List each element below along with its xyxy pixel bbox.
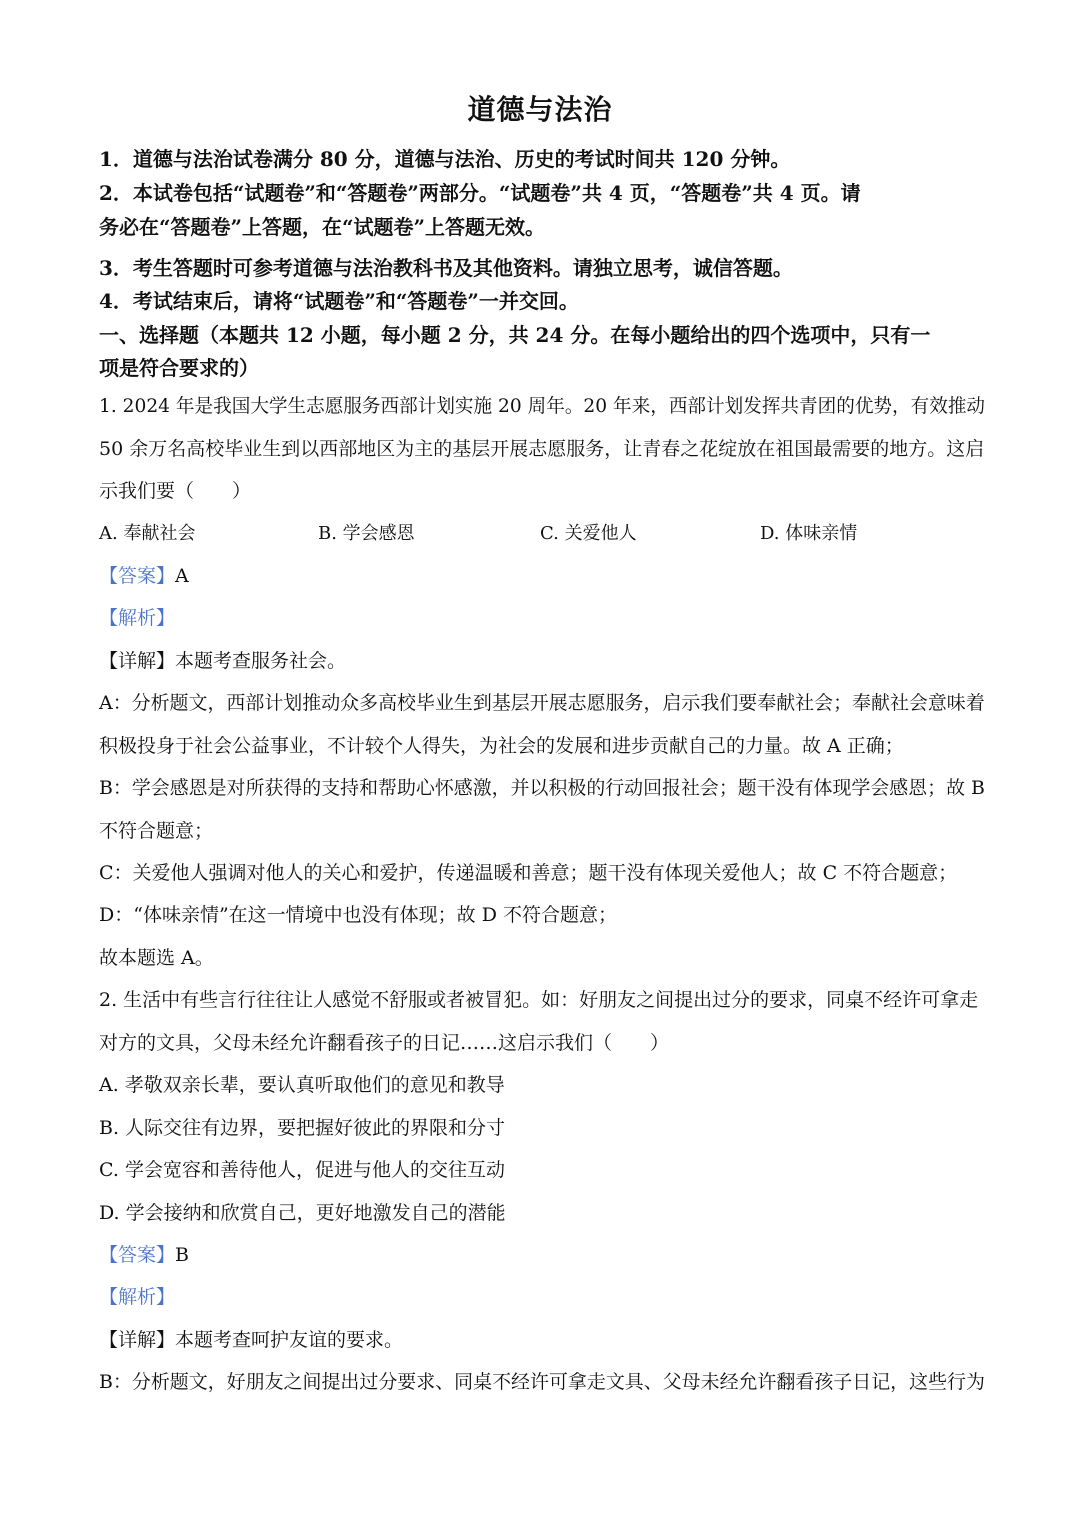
answer-value: B bbox=[175, 1244, 189, 1266]
section-heading: 一、选择题（本题共 12 小题，每小题 2 分，共 24 分。在每小题给出的四个选项中，只有一 bbox=[99, 323, 931, 347]
q1-detail-line: 【详解】本题考查服务社会。 bbox=[99, 650, 347, 672]
q2-detail-line: B：分析题文，好朋友之间提出过分要求、同桌不经许可拿走文具、父母未经允许翻看孩子日记，这些行为 bbox=[99, 1371, 985, 1393]
q1-stem-line: 1. 2024 年是我国大学生志愿服务西部计划实施 20 周年。20 年来，西部计划发挥共青团的优势，有效推动 bbox=[99, 395, 986, 417]
q1-detail-line: C：关爱他人强调对他人的关心和爱护，传递温暖和善意；题干没有体现关爱他人；故 C 不符合题意； bbox=[99, 862, 958, 884]
q2-detail-line: 【详解】本题考查呵护友谊的要求。 bbox=[99, 1329, 404, 1351]
instruction-2-cont: 务必在“答题卷”上答题，在“试题卷”上答题无效。 bbox=[99, 215, 546, 239]
q2-stem-line: 对方的文具，父母未经允许翻看孩子的日记……这启示我们（ ） bbox=[99, 1032, 670, 1054]
q1-stem-line: 50 余万名高校毕业生到以西部地区为主的基层开展志愿服务，让青春之花绽放在祖国最需要的地方。这启 bbox=[99, 438, 985, 460]
q2-option-b: B. 人际交往有边界，要把握好彼此的界限和分寸 bbox=[99, 1117, 506, 1139]
q1-option-d: D. 体味亲情 bbox=[760, 523, 858, 544]
page-title: 道德与法治 bbox=[467, 93, 613, 126]
q1-detail-line: B：学会感恩是对所获得的支持和帮助心怀感激，并以积极的行动回报社会；题干没有体现学会感恩；故 B bbox=[99, 777, 985, 799]
instruction-4: 4．考试结束后，请将“试题卷”和“答题卷”一并交回。 bbox=[99, 289, 579, 313]
q2-stem-line: 2. 生活中有些言行往往让人感觉不舒服或者被冒犯。如：好朋友之间提出过分的要求，同桌不经许可拿走 bbox=[99, 989, 979, 1011]
q1-answer bbox=[99, 561, 189, 588]
q1-detail-line: D：“体味亲情”在这一情境中也没有体现；故 D 不符合题意； bbox=[99, 904, 617, 926]
instruction-3: 3．考生答题时可参考道德与法治教科书及其他资料。请独立思考，诚信答题。 bbox=[99, 256, 793, 280]
answer-tag: 【答案】 bbox=[99, 1244, 176, 1266]
q2-option-c: C. 学会宽容和善待他人，促进与他人的交往互动 bbox=[99, 1159, 505, 1181]
answer-value: A bbox=[175, 565, 189, 587]
answer-tag: 【答案】 bbox=[99, 565, 176, 587]
q1-option-b: B. 学会感恩 bbox=[318, 523, 415, 544]
q1-detail-line: 故本题选 A。 bbox=[99, 947, 214, 969]
q1-analysis-tag: 【解析】 bbox=[99, 607, 176, 629]
instruction-1: 1．道德与法治试卷满分 80 分，道德与法治、历史的考试时间共 120 分钟。 bbox=[99, 147, 791, 171]
q1-option-a: A. 奉献社会 bbox=[99, 523, 196, 544]
section-heading-cont: 项是符合要求的） bbox=[99, 356, 259, 380]
q1-detail-line: 不符合题意； bbox=[99, 820, 214, 842]
q2-option-a: A. 孝敬双亲长辈，要认真听取他们的意见和教导 bbox=[99, 1074, 505, 1096]
q1-detail-line: A：分析题文，西部计划推动众多高校毕业生到基层开展志愿服务，启示我们要奉献社会；奉献社会意味着 bbox=[99, 692, 985, 714]
q2-option-d: D. 学会接纳和欣赏自己，更好地激发自己的潜能 bbox=[99, 1202, 506, 1224]
instruction-2: 2．本试卷包括“试题卷”和“答题卷”两部分。“试题卷”共 4 页，“答题卷”共 4 页。请 bbox=[99, 181, 861, 205]
q2-analysis-tag: 【解析】 bbox=[99, 1286, 176, 1308]
q1-option-c: C. 关爱他人 bbox=[540, 523, 637, 544]
q2-answer bbox=[99, 1240, 189, 1267]
q1-stem-line: 示我们要（ ） bbox=[99, 480, 252, 502]
q1-detail-line: 积极投身于社会公益事业，不计较个人得失，为社会的发展和进步贡献自己的力量。故 A 正确； bbox=[99, 735, 904, 757]
